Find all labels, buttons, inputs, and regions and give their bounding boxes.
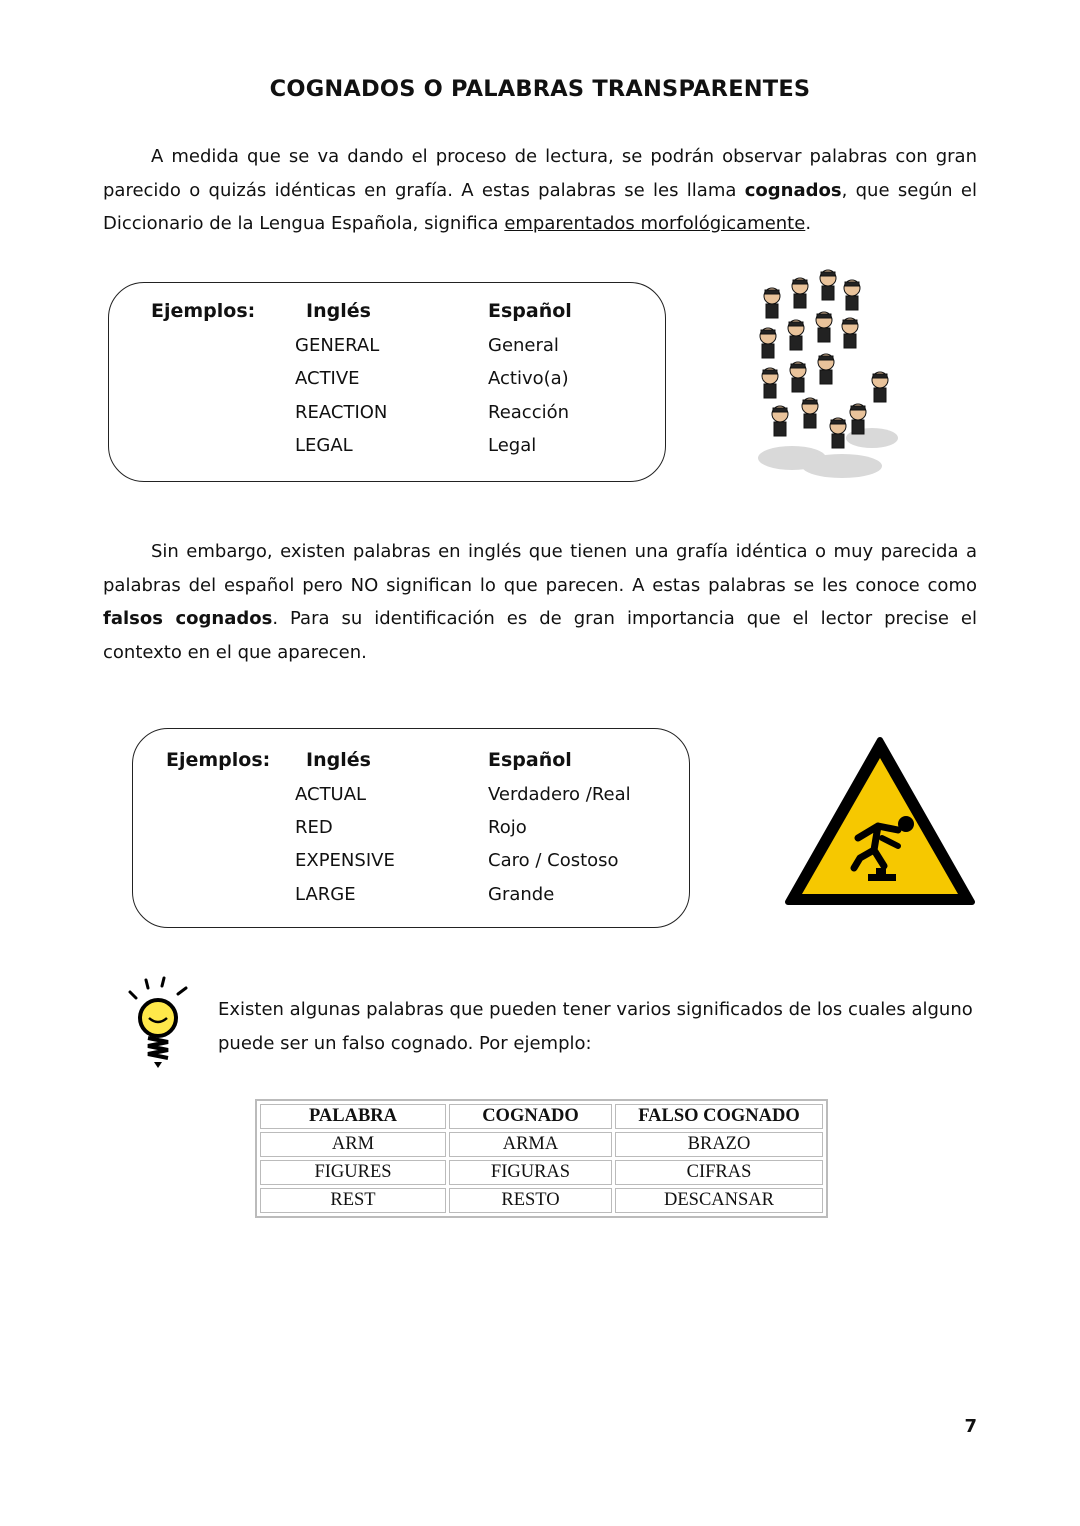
table-cell: BRAZO bbox=[615, 1132, 823, 1157]
cognate-spanish: Legal bbox=[488, 435, 537, 456]
warning-trip-hazard-icon bbox=[782, 734, 978, 908]
examples-label: Ejemplos: bbox=[166, 749, 271, 771]
tip-text: Existen algunas palabras que pueden tener varios significados de los cuales alguno puede ser un falso cognado. Por ejemplo: bbox=[218, 999, 973, 1054]
intro-paragraph bbox=[103, 140, 977, 241]
cognate-english: REACTION bbox=[295, 402, 388, 423]
false-intro-text: Sin embargo, existen palabras en inglés que tienen una grafía idéntica o muy parecida a palabras del español pero NO significan lo que parecen. A estas palabras se les conoce como bbox=[103, 541, 977, 596]
false-cognate-spanish: Verdadero /Real bbox=[488, 784, 631, 805]
cognate-spanish: General bbox=[488, 335, 559, 356]
table-header: FALSO COGNADO bbox=[615, 1104, 823, 1129]
table-cell: FIGURAS bbox=[449, 1160, 612, 1185]
false-intro-text: . Para su identificación es de gran importancia que el lector precise el contexto en el que aparecen. bbox=[103, 608, 977, 663]
intro-text: . bbox=[805, 213, 812, 234]
false-intro-bold-term: falsos cognados bbox=[103, 608, 273, 629]
table-row bbox=[260, 1160, 823, 1185]
table-header: COGNADO bbox=[449, 1104, 612, 1129]
page-number: 7 bbox=[964, 1416, 977, 1437]
table-header: PALABRA bbox=[260, 1104, 446, 1129]
column-header-spanish: Español bbox=[488, 300, 572, 322]
table-cell: ARM bbox=[260, 1132, 446, 1157]
cognate-english: ACTIVE bbox=[295, 368, 360, 389]
table-cell: FIGURES bbox=[260, 1160, 446, 1185]
false-cognate-english: RED bbox=[295, 817, 333, 838]
intro-text: , que según el Diccionario de la Lengua Española, significa bbox=[103, 179, 977, 234]
intro-underlined-term: emparentados morfológicamente bbox=[504, 213, 806, 234]
cognate-english: GENERAL bbox=[295, 335, 380, 356]
crowd-illustration bbox=[752, 268, 902, 480]
cognate-english: LEGAL bbox=[295, 435, 353, 456]
false-cognate-spanish: Caro / Costoso bbox=[488, 850, 619, 871]
false-cognate-spanish: Grande bbox=[488, 884, 555, 905]
table-cell: RESTO bbox=[449, 1188, 612, 1213]
lightbulb-icon bbox=[124, 974, 192, 1072]
false-cognates-paragraph bbox=[103, 535, 977, 669]
column-header-english: Inglés bbox=[306, 300, 371, 322]
table-cell: CIFRAS bbox=[615, 1160, 823, 1185]
cognate-spanish: Reacción bbox=[488, 402, 570, 423]
false-cognate-spanish: Rojo bbox=[488, 817, 527, 838]
false-cognates-table bbox=[255, 1099, 828, 1218]
false-cognate-english: ACTUAL bbox=[295, 784, 367, 805]
false-cognate-english: EXPENSIVE bbox=[295, 850, 395, 871]
table-cell: DESCANSAR bbox=[615, 1188, 823, 1213]
page-title: COGNADOS O PALABRAS TRANSPARENTES bbox=[269, 76, 811, 102]
table-cell: ARMA bbox=[449, 1132, 612, 1157]
table-cell: REST bbox=[260, 1188, 446, 1213]
column-header-english: Inglés bbox=[306, 749, 371, 771]
examples-label: Ejemplos: bbox=[151, 300, 256, 322]
column-header-spanish: Español bbox=[488, 749, 572, 771]
cognate-spanish: Activo(a) bbox=[488, 368, 569, 389]
intro-text: A medida que se va dando el proceso de lectura, se podrán observar palabras con gran parecido o quizás idénticas en grafía. A estas palabras se les llama bbox=[103, 146, 977, 201]
table-row bbox=[260, 1188, 823, 1213]
false-cognate-english: LARGE bbox=[295, 884, 356, 905]
table-row bbox=[260, 1132, 823, 1157]
table-header-row bbox=[260, 1104, 823, 1129]
intro-bold-term: cognados bbox=[744, 179, 842, 201]
